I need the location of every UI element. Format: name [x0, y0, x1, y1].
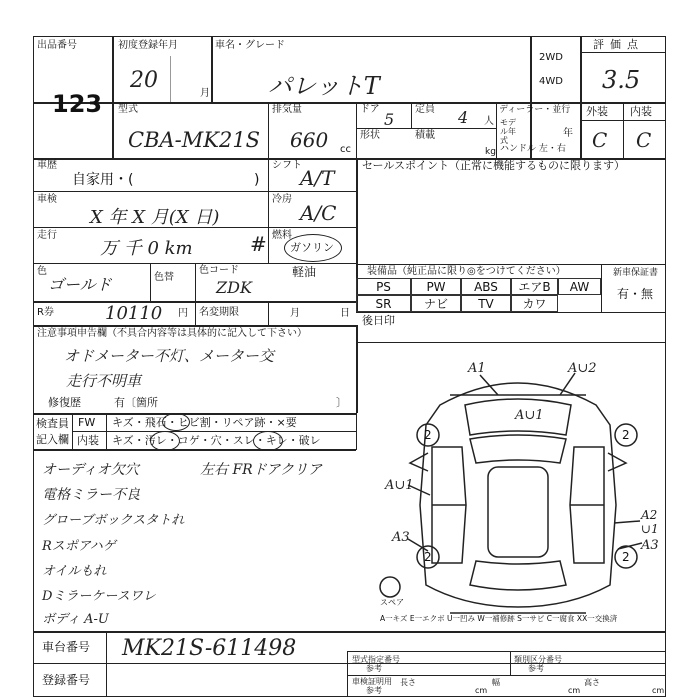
remark-right: 左右 FRドアクリア — [200, 462, 322, 478]
interior-value: C — [636, 128, 652, 152]
equip-pw: PW — [411, 278, 461, 295]
door-value: 5 — [384, 110, 395, 129]
length-label: 長さ — [400, 678, 416, 687]
equip-aw: AW — [558, 278, 601, 295]
remark-6: Dミラーケースワレ — [42, 589, 156, 604]
mileage-mark: # — [250, 232, 267, 256]
equip-sr: SR — [356, 295, 411, 312]
stain-circle — [150, 431, 180, 451]
height-unit: cm — [652, 686, 665, 695]
car-name: パレットT — [268, 72, 380, 100]
remark-1: オーディオ欠穴 — [42, 462, 139, 478]
fuel-label: 燃料 — [272, 230, 292, 241]
stone-chip-circle — [162, 413, 190, 431]
tire-label-fl: 2 — [424, 428, 432, 442]
capacity-value: 4 — [458, 108, 469, 127]
recycle-value: 10110 — [105, 303, 163, 324]
spare-label: スペア — [380, 598, 404, 607]
diagram-label-a3-left: A3 — [392, 530, 410, 545]
class-number-label: 類別区分番号 — [514, 655, 562, 664]
height-label: 高さ — [584, 678, 600, 687]
history-value: 自家用・( — [72, 172, 134, 188]
diagram-label-a2u1: A2 ∪1 — [641, 508, 659, 536]
remark-5: オイルもれ — [42, 564, 107, 579]
diagram-label-a3-right: A3 — [641, 538, 659, 553]
inspection-value: X 年 X 月(X 日) — [90, 207, 220, 228]
inspector-interior: 内装 — [77, 434, 99, 447]
color-change-label: 色替 — [154, 272, 174, 283]
shift-label: シフト — [272, 160, 302, 171]
title-day: 日 — [340, 308, 350, 319]
damage-legend: A一キズ E一エクボ U一凹み W一補修跡 S一サビ C一腐食 XX一交換済 — [380, 614, 618, 623]
inspector-int-items: キズ・汚レ・コゲ・穴・スレ・キレ・破レ — [112, 434, 321, 447]
warranty-value: 有・無 — [617, 287, 654, 301]
grade-label: 評価点 — [593, 38, 644, 51]
equipment-label: 装備品（純正品に限り◎をつけてください） — [367, 266, 566, 277]
displacement-unit: cc — [340, 144, 351, 155]
drive-2wd: 2WD — [539, 52, 563, 63]
wear-circle — [253, 431, 283, 451]
ac-label: 冷房 — [272, 194, 292, 205]
diagram-label-au2: A∪2 — [568, 361, 597, 376]
repair-value: 有〔箇所 — [114, 396, 158, 409]
mileage-value: 万 千 0 km — [100, 238, 193, 259]
cert-ref: 参考 — [366, 686, 382, 695]
exterior-label: 外装 — [586, 105, 608, 118]
color-code-value: ZDK — [216, 278, 252, 297]
equip-leather: カワ — [511, 295, 558, 312]
diagram-label-au1-top: A∪1 — [515, 408, 544, 423]
capacity-unit: 人 — [484, 116, 494, 127]
inspector-fw-items: キズ・飛石・ヒビ割・リペア跡・×要 — [112, 416, 297, 429]
tire-label-fr: 2 — [622, 428, 630, 442]
fuel-gas-circle — [284, 234, 342, 262]
notes-line1: オドメーター不灯、メーター交 — [64, 347, 274, 365]
notes-line2: 走行不明車 — [66, 372, 142, 390]
warranty-label: 新車保証書 — [613, 268, 659, 278]
type-number-label: 型式指定番号 — [352, 655, 400, 664]
model-year-label: モデル年式 — [500, 118, 516, 145]
ac-value: A/C — [300, 201, 337, 225]
diagram-label-a1: A1 — [468, 361, 486, 376]
load-label: 積載 — [415, 130, 435, 141]
width-unit: cm — [568, 686, 581, 695]
rear-stamp-label: 後日印 — [362, 314, 395, 327]
diagram-label-au1-left: A∪1 — [385, 478, 414, 493]
length-unit: cm — [475, 686, 488, 695]
sales-point-label: セールスポイント（正常に機能するものに限ります） — [362, 159, 626, 172]
model-value: CBA-MK21S — [128, 128, 261, 152]
repair-label: 修復歴 — [48, 396, 81, 409]
recycle-label: R券 — [37, 307, 54, 318]
color-label: 色 — [37, 266, 47, 277]
displacement-value: 660 — [290, 128, 329, 152]
width-label: 幅 — [492, 678, 500, 687]
color-value: ゴールド — [48, 275, 112, 294]
first-reg-year: 20 — [130, 68, 158, 93]
class-number-ref: 参考 — [528, 664, 544, 673]
remark-7: ボディ A-U — [42, 612, 109, 627]
interior-label: 内装 — [630, 105, 652, 118]
tire-label-rl: 2 — [424, 550, 432, 564]
history-label: 車歴 — [37, 160, 57, 171]
equip-tv: TV — [461, 295, 511, 312]
lot-number-label: 出品番号 — [37, 40, 77, 51]
color-code-label: 色コード — [199, 265, 239, 276]
notes-label: 注意事項申告欄（不具合内容等は具体的に記入して下さい） — [37, 328, 307, 339]
repair-close: 〕 — [336, 396, 347, 409]
drive-4wd: 4WD — [539, 76, 563, 87]
tire-label-rr: 2 — [622, 550, 630, 564]
first-reg-label: 初度登録年月 — [118, 40, 178, 51]
door-label: ドア — [360, 104, 380, 115]
registration-label: 登録番号 — [42, 673, 91, 687]
type-number-ref: 参考 — [366, 664, 382, 673]
year-unit: 年 — [563, 128, 573, 139]
chassis-value: MK21S-611498 — [122, 636, 297, 661]
inspector-label-2: 記入欄 — [36, 433, 69, 446]
chassis-label: 車台番号 — [42, 640, 91, 654]
handle-label: ハンドル 左・右 — [500, 144, 566, 154]
fuel-diesel: 軽油 — [292, 265, 317, 279]
first-reg-month-unit: 月 — [200, 88, 210, 99]
equip-navi: ナビ — [411, 295, 461, 312]
cert-label: 車検証明用 — [352, 677, 392, 686]
equip-abs: ABS — [461, 278, 511, 295]
title-change-label: 名変期限 — [199, 307, 239, 318]
history-close: ) — [254, 172, 260, 188]
exterior-value: C — [592, 128, 608, 152]
remark-2: 電格ミラー不良 — [42, 487, 140, 503]
load-unit: kg — [485, 147, 496, 157]
model-label: 型式 — [118, 104, 138, 115]
car-diagram — [370, 355, 666, 625]
recycle-unit: 円 — [178, 308, 188, 319]
lot-number: 123 — [52, 90, 103, 118]
remark-4: Rスポアハゲ — [42, 539, 116, 554]
capacity-label: 定員 — [415, 104, 435, 115]
inspection-label: 車検 — [37, 194, 57, 205]
inspector-label-1: 検査員 — [36, 417, 69, 430]
car-name-label: 車名・グレード — [215, 40, 285, 51]
inspector-fw: FW — [78, 416, 96, 429]
shape-label: 形状 — [360, 130, 380, 141]
grade-value: 3.5 — [602, 66, 641, 94]
shift-value: A/T — [300, 166, 335, 190]
equip-airbag: エアB — [511, 278, 558, 295]
dealer-label: ディーラー・並行 — [499, 105, 571, 115]
mileage-label: 走行 — [37, 230, 57, 241]
fuel-gas: ガソリン — [290, 241, 334, 254]
equip-ps: PS — [356, 278, 411, 295]
title-month: 月 — [290, 308, 300, 319]
remark-3: グローブボックスタトれ — [42, 513, 185, 528]
displacement-label: 排気量 — [272, 104, 302, 115]
